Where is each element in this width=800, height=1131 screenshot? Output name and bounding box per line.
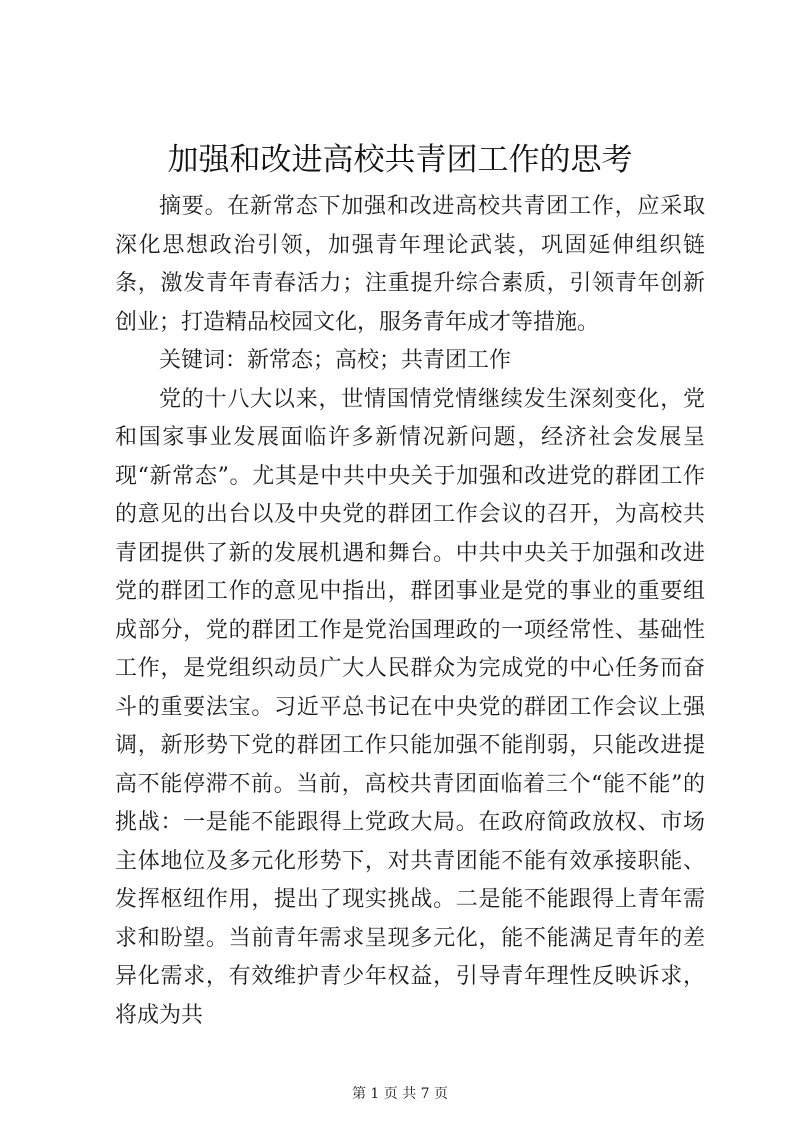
document-title: 加强和改进高校共青团工作的思考: [167, 142, 633, 178]
keywords-paragraph: 关键词：新常态；高校；共青团工作: [159, 348, 512, 373]
document-body: [115, 188, 705, 1035]
page-footer: 第 1 页 共 7 页: [351, 1086, 449, 1102]
abstract-paragraph: 摘要。在新常态下加强和改进高校共青团工作，应采取深化思想政治引领，加强青年理论武装，巩固延伸组织链条，激发青年青春活力；注重提升综合素质，引领青年创新创业；打造精品校园文化，服务青年成才等措施。: [115, 194, 705, 335]
body-paragraph: 党的十八大以来，世情国情党情继续发生深刻变化，党和国家事业发展面临许多新情况新问题，经济社会发展呈现“新常态”。尤其是中共中央关于加强和改进党的群团工作的意见的出台以及中央党的群团工作会议的召开，为高校共青团提供了新的发展机遇和舞台。中共中央关于加强和改进党的群团工作的意见中指出，群团事业是党的事业的重要组成部分，党的群团工作是党治国理政的一项经常性、基础性工作，是党组织动员广大人民群众为完成党的中心任务而奋斗的重要法宝。习近平总书记在中央党的群团工作会议上强调，新形势下党的群团工作只能加强不能削弱，只能改进提高不能停滞不前。当前，高校共青团面临着三个“能不能”的挑战：一是能不能跟得上党政大局。在政府简政放权、市场主体地位及多元化形势下，对共青团能不能有效承接职能、发挥枢纽作用，提出了现实挑战。二是能不能跟得上青年需求和盼望。当前青年需求呈现多元化，能不能满足青年的差异化需求，有效维护青少年权益，引导青年理性反映诉求，将成为共: [115, 386, 705, 1028]
